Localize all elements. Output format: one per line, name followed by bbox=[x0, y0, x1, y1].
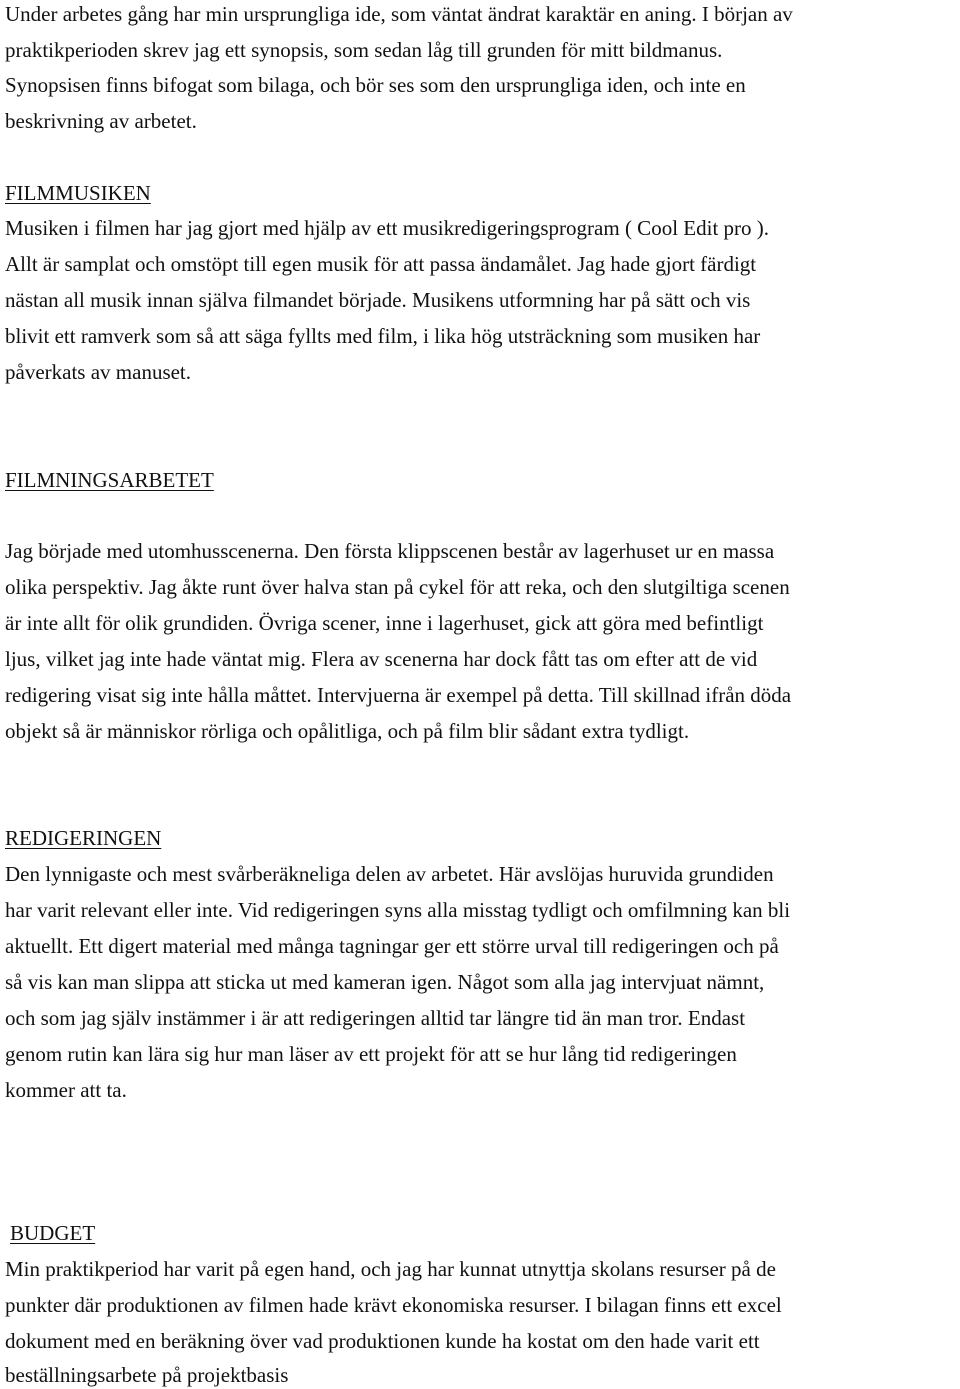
paragraph-line: objekt så är människor rörliga och opålitliga, och på film blir sådant extra tydligt. bbox=[5, 719, 690, 743]
paragraph-line: Den lynnigaste och mest svårberäkneliga delen av arbetet. Här avslöjas huruvida grundiden bbox=[5, 862, 774, 886]
paragraph-line: Min praktikperiod har varit på egen hand, och jag har kunnat utnyttja skolans resurser på de bbox=[5, 1257, 776, 1281]
paragraph-line: påverkats av manuset. bbox=[5, 360, 192, 384]
section-heading-redigeringen: REDIGERINGEN bbox=[5, 826, 162, 850]
intro-line: Under arbetes gång har min ursprungliga ide, som väntat ändrat karaktär en aning. I början av bbox=[5, 2, 793, 26]
paragraph-line: Allt är samplat och omstöpt till egen musik för att passa ändamålet. Jag hade gjort färdigt bbox=[5, 252, 757, 276]
paragraph-line: redigering visat sig inte hålla måttet. Intervjuerna är exempel på detta. Till skillnad ifrån döda bbox=[5, 683, 792, 707]
section-heading-budget-text: BUDGET bbox=[10, 1221, 96, 1245]
paragraph-line: Musiken i filmen har jag gjort med hjälp av ett musikredigeringsprogram ( Cool Edit pro ). bbox=[5, 216, 770, 240]
paragraph-line: dokument med en beräkning över vad produktionen kunde ha kostat om den hade varit ett bbox=[5, 1329, 760, 1353]
paragraph-line: Jag började med utomhusscenerna. Den första klippscenen består av lagerhuset ur en massa bbox=[5, 539, 775, 563]
paragraph-line: punkter där produktionen av filmen hade krävt ekonomiska resurser. I bilagan finns ett excel bbox=[5, 1293, 782, 1317]
section-heading-filmningsarbetet: FILMNINGSARBETET bbox=[5, 468, 214, 492]
paragraph-line: kommer att ta. bbox=[5, 1078, 127, 1102]
paragraph-line: nästan all musik innan själva filmandet började. Musikens utformning har på sätt och vis bbox=[5, 288, 751, 312]
section-heading-budget bbox=[10, 1219, 95, 1247]
paragraph-line: ljus, vilket jag inte hade väntat mig. Flera av scenerna har dock fått tas om efter att de vid bbox=[5, 647, 758, 671]
paragraph-line: olika perspektiv. Jag åkte runt över halva stan på cykel för att reka, och den slutgiltiga scenen bbox=[5, 575, 790, 599]
paragraph-line: och som jag själv instämmer i är att redigeringen alltid tar längre tid än man tror. Endast bbox=[5, 1006, 746, 1030]
paragraph-line: beställningsarbete på projektbasis bbox=[5, 1363, 289, 1387]
paragraph-line: blivit ett ramverk som så att säga fyllts med film, i lika hög utsträckning som musiken har bbox=[5, 324, 761, 348]
intro-line: Synopsisen finns bifogat som bilaga, och bör ses som den ursprungliga iden, och inte en bbox=[5, 73, 746, 97]
intro-line: beskrivning av arbetet. bbox=[5, 109, 197, 133]
paragraph-line: aktuellt. Ett digert material med många tagningar ger ett större urval till redigeringen och på bbox=[5, 934, 779, 958]
section-heading-filmmusiken: FILMMUSIKEN bbox=[5, 181, 151, 205]
paragraph-line: genom rutin kan lära sig hur man läser av ett projekt för att se hur lång tid redigeringen bbox=[5, 1042, 737, 1066]
intro-line: praktikperioden skrev jag ett synopsis, som sedan låg till grunden för mitt bildmanus. bbox=[5, 38, 723, 62]
paragraph-line: så vis kan man slippa att sticka ut med kameran igen. Något som alla jag intervjuat nämnt, bbox=[5, 970, 765, 994]
paragraph-line: är inte allt för olik grundiden. Övriga scener, inne i lagerhuset, gick att göra med befintligt bbox=[5, 611, 764, 635]
paragraph-line: har varit relevant eller inte. Vid redigeringen syns alla misstag tydligt och omfilmning kan bli bbox=[5, 898, 791, 922]
